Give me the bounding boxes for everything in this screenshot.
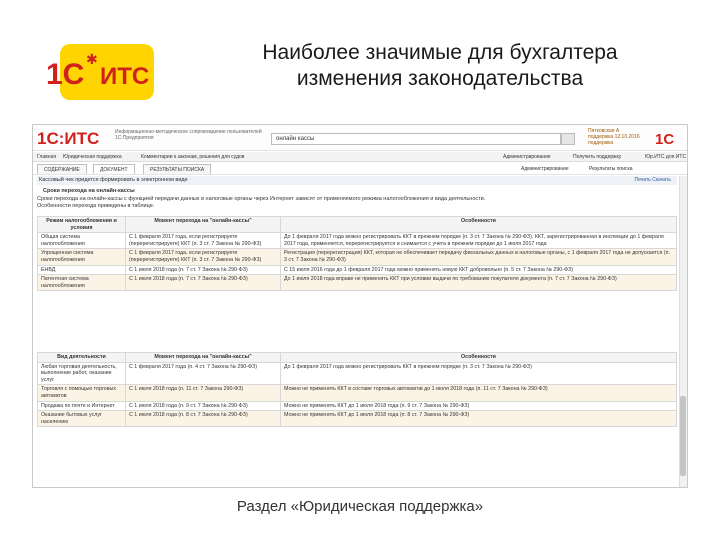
tab-contents[interactable]: СОДЕРЖАНИЕ [37, 164, 87, 174]
svg-text:1С:ИТС: 1С:ИТС [37, 129, 100, 148]
svg-text:✱: ✱ [86, 52, 98, 68]
search-input[interactable]: онлайн кассы [271, 133, 561, 145]
menu-item-legal[interactable]: Юридическая поддержка [63, 154, 122, 160]
table-header: Момент перехода на "онлайн-кассы" [126, 217, 281, 233]
table-tax-regimes [37, 216, 677, 291]
table-header: Режим налогообложения и условия [38, 217, 126, 233]
menu-bar [33, 152, 687, 162]
table-row: Продажа по почте и Интернет С 1 июля 2018 года (п. 9 ст. 7 Закона № 290-ФЗ) Можно не применять ККТ до 1 июля 2018 года (п. 9 ст. 7 Закона № 290-ФЗ) [38, 401, 677, 411]
table-header: Особенности [281, 353, 677, 363]
menu-item-support[interactable]: Получить поддержку [573, 154, 622, 160]
menu-item-home[interactable]: Главная [37, 154, 57, 160]
section-title: Сроки перехода на онлайн-кассы [43, 188, 135, 194]
table-row: Торговля с помощью торговых автоматов С 1 июля 2018 года (п. 11 ст. 7 Закона 290-ФЗ) Можно не применять ККТ в составе торговых автоматов до 1 июля 2018 года (п. 11 ст. 7 Закона № 290-ФЗ) [38, 385, 677, 401]
1c-mini-logo [653, 128, 685, 148]
toolbar-results[interactable]: Результаты поиска [589, 166, 633, 172]
its-screenshot [32, 124, 688, 488]
slide-title-line1: Наиболее значимые для бухгалтера [262, 41, 618, 64]
browser-header [33, 125, 687, 151]
table-header: Особенности [281, 217, 677, 233]
slide-title-line2: изменения законодательства [296, 67, 584, 90]
logo-text: ИТС [100, 63, 150, 90]
search-button[interactable] [561, 133, 575, 145]
table-header-row [38, 353, 677, 363]
table-row: Любая торговая деятельность, выполнение работ, оказание услуг С 1 февраля 2017 года (п. 4 ст. 7 Закона № 290-ФЗ) До 1 февраля 2017 года можно регистрировать ККТ в прежнем порядке (п. 3 ст. 7 Закона № 290-ФЗ) [38, 362, 677, 385]
menu-item-its[interactable]: Юр.ИТС для ИТС [645, 154, 687, 160]
intro-text: Сроки перехода на онлайн-кассы с функцией передачи данных в налоговые органы через Интернет зависят от применяемого режима налогообложения и вида деятельности. Особенности перехода приведены в таблице. [37, 196, 486, 209]
1c-its-logo [42, 40, 162, 104]
table-row: Патентная система налогообложения С 1 июля 2018 года (п. 7 ст. 7 Закона № 290-ФЗ) До 1 июля 2018 года вправе не применять ККТ при условии выдачи по требованию покупателя документа (п. 7 ст. 7 Закона № 290-ФЗ) [38, 275, 677, 291]
doc-toolbar [33, 163, 687, 175]
menu-item-comments[interactable]: Комментарии к законам, решения для судов [141, 154, 245, 160]
banner-text: Информационно-методическое сопровождение пользователей 1С:Предприятия [115, 129, 262, 141]
table-header: Момент перехода на "онлайн-кассы" [126, 353, 281, 363]
menu-item-admin[interactable]: Администрирование [503, 154, 551, 160]
table-activity-types [37, 352, 677, 427]
document-area [33, 176, 681, 488]
table-row: ЕНВД С 1 июля 2018 года (п. 7 ст. 7 Закона № 290-ФЗ) С 15 июля 2016 года до 1 февраля 2017 года можно применять новую ККТ добровольно (п. 5 ст. 7 Закона № 290-ФЗ) [38, 265, 677, 275]
table-row: Оказание бытовых услуг населению С 1 июля 2018 года (п. 8 ст. 7 Закона № 290-ФЗ) Можно не применять ККТ до 1 июля 2018 года (п. 8 ст. 7 Закона № 290-ФЗ) [38, 411, 677, 427]
logo-prefix: 1С [46, 58, 85, 91]
table-header-row [38, 217, 677, 233]
user-info[interactable]: Пятковская А поддержка 12.10.2016 поддержка [588, 128, 640, 146]
tab-search-results[interactable]: РЕЗУЛЬТАТЫ ПОИСКА [143, 164, 211, 174]
its-mini-logo [37, 128, 109, 148]
table-row: Упрощенная система налогообложения С 1 февраля 2017 года, если регистрируете (перерегистрируете) ККТ (п. 3 ст. 7 Закона № 290-ФЗ) Регистрация (перерегистрация) ККТ, которая не обеспечивает передачу фискальных данных в налоговые органы, с 1 февраля 2017 года не допускается (п. 3 ст. 7 Закона № 290-ФЗ) [38, 249, 677, 265]
scrollbar-thumb[interactable] [680, 396, 686, 476]
document-heading: Кассовый чек придется формировать в электронном виде Печать Скачать [37, 176, 677, 185]
scrollbar[interactable] [679, 176, 687, 488]
table-header: Вид деятельности [38, 353, 126, 363]
toolbar-admin[interactable]: Администрирование [521, 166, 569, 172]
table-row: Общая система налогообложения С 1 февраля 2017 года, если регистрируете (перерегистрируете) ККТ (п. 3 ст. 7 Закона № 290-ФЗ) До 1 февраля 2017 года можно регистрировать ККТ в прежнем порядке (п. 3 ст. 7 Закона № 290-ФЗ). ККТ, зарегистрированная в инспекции до 1 февраля 2017 года, применяется, перерегистрируется и снимается с учета в прежнем порядке до 1 июля 2017 года [38, 233, 677, 249]
tab-document[interactable]: ДОКУМЕНТ [93, 164, 135, 174]
slide-footer: Раздел «Юридическая поддержка» [236, 498, 484, 515]
document-tools[interactable]: Печать Скачать [634, 177, 671, 183]
slide-title [180, 40, 700, 92]
svg-text:1С: 1С [655, 131, 675, 148]
